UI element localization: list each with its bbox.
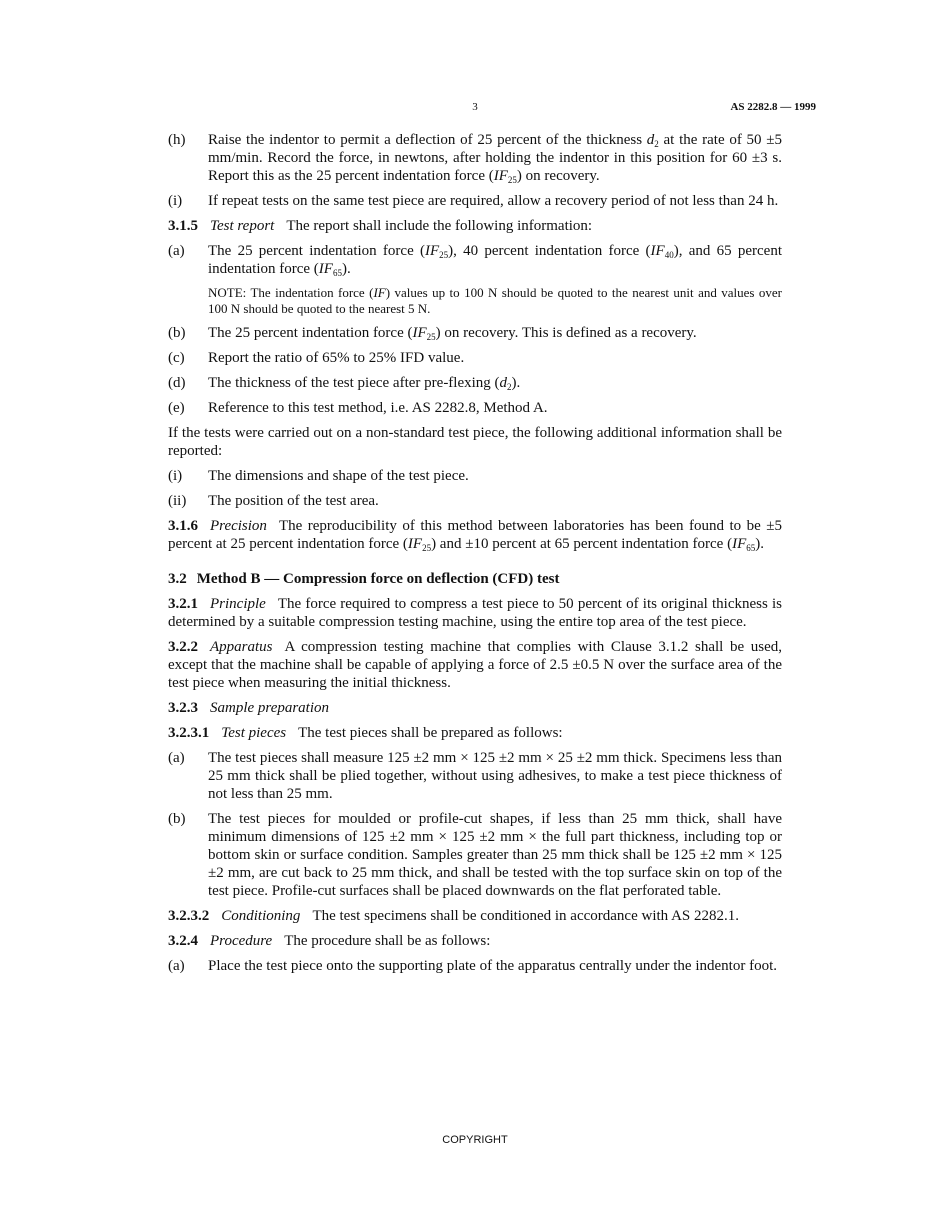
item-text: The position of the test area. <box>208 493 379 509</box>
non-standard-paragraph: If the tests were carried out on a non-standard test piece, the following additional information shall be reported: <box>168 425 782 459</box>
item-text: The thickness of the test piece after pre-flexing $(d_2)$. <box>208 375 521 392</box>
clause-3-1-6: 3.1.6 Precision The reproducibility of this method between laboratories has been found to be ±5 percent at 25 percent indentation force $(IF_{25})$ and ±10 percent at 65 percent indentation force $(IF_{65})$. <box>168 518 782 553</box>
item-text: Place the test piece onto the supporting plate of the apparatus centrally under the indentor foot. <box>208 958 777 974</box>
item-text: If repeat tests on the same test piece are required, allow a recovery period of not less than 24 h. <box>208 193 779 209</box>
clause-3-2-3: 3.2.3 Sample preparation <box>168 700 330 716</box>
document-body <box>168 131 782 982</box>
additional-item-ii <box>168 492 782 510</box>
test-piece-item-b <box>168 810 782 900</box>
clause-3-2-1: 3.2.1 Principle The force required to compress a test piece to 50 percent of its original thickness is determined by a suitable compression testing machine, using the entire top area of the test piece. <box>168 596 782 630</box>
report-item-b <box>168 324 782 342</box>
item-text: Raise the indentor to permit a deflection of 25 percent of the thickness $d_2$ at the rate of 50 ±5 mm/min. Record the force, in newtons, after holding the indentor in this position for 60 ±3 s. Report this as the 25 percent indentation force $(IF_{25})$ on recovery. <box>208 132 782 185</box>
item-label: (i) <box>168 193 183 209</box>
clause-3-2-3-1: 3.2.3.1 Test pieces The test pieces shall be prepared as follows: <box>168 725 563 741</box>
clause-3-2-4: 3.2.4 Procedure The procedure shall be as follows: <box>168 933 491 949</box>
section-heading-3-2: 3.2 Method B — Compression force on deflection (CFD) test <box>168 571 560 587</box>
standard-id: AS 2282.8 — 1999 <box>730 101 816 113</box>
item-text: Report the ratio of 65% to 25% IFD value. <box>208 350 465 366</box>
clause-3-2-2: 3.2.2 Apparatus A compression testing machine that complies with Clause 3.1.2 shall be used, except that the machine shall be capable of applying a force of 2.5 ±0.5 N over the surface area of the test piece when measuring the initial thickness. <box>168 639 782 691</box>
item-label: (a) <box>168 750 185 766</box>
item-text: The 25 percent indentation force $(IF_{25})$, 40 percent indentation force $(IF_{40})$, and 65 percent indentation force $(IF_{65})$. <box>208 243 782 278</box>
list-item-i <box>168 192 782 210</box>
additional-item-i <box>168 467 782 485</box>
procedure-item-a <box>168 957 782 975</box>
item-label: (c) <box>168 350 185 366</box>
list-item-h <box>168 131 782 185</box>
item-text: The dimensions and shape of the test piece. <box>208 468 469 484</box>
item-label: (e) <box>168 400 185 416</box>
clause-3-1-5: 3.1.5 Test report The report shall include the following information: <box>168 218 593 234</box>
item-label: (ii) <box>168 493 187 509</box>
report-item-d <box>168 374 782 392</box>
item-text: The test pieces shall measure 125 ±2 mm × 125 ±2 mm × 25 ±2 mm thick. Specimens less than 25 mm thick shall be plied together, without using adhesives, to make a test piece thickness of not less than 25 mm. <box>208 750 782 802</box>
page-number: 3 <box>472 101 478 113</box>
item-text: Reference to this test method, i.e. AS 2282.8, Method A. <box>208 400 548 416</box>
item-label: (a) <box>168 958 185 974</box>
item-label: (i) <box>168 468 183 484</box>
item-label: (d) <box>168 375 186 391</box>
report-item-a <box>168 242 782 278</box>
item-text: The 25 percent indentation force $(IF_{25})$ on recovery. This is defined as a recovery. <box>208 325 697 342</box>
item-label: (h) <box>168 132 186 148</box>
note: NOTE: The indentation force (IF) values up to 100 N should be quoted to the nearest unit and values over 100 N should be quoted to the nearest 5 N. <box>208 285 782 316</box>
item-text: The test pieces for moulded or profile-cut shapes, if less than 25 mm thick, shall have minimum dimensions of 125 ±2 mm × 125 ±2 mm × the full part thickness, including top or bottom skin or surface condition. Samples greater than 25 mm thick shall be 125 ±2 mm × 125 ±2 mm, are cut back to 25 mm thick, and shall be tested with the top surface skin on top of the test piece. Profile-cut surfaces shall be placed downwards on the flat perforated table. <box>208 811 782 899</box>
item-label: (b) <box>168 811 186 827</box>
clause-3-2-3-2: 3.2.3.2 Conditioning The test specimens shall be conditioned in accordance with AS 2282.1. <box>168 908 739 924</box>
copyright-footer: COPYRIGHT <box>442 1134 508 1146</box>
item-label: (b) <box>168 325 186 341</box>
report-item-c <box>168 349 782 367</box>
item-label: (a) <box>168 243 185 259</box>
report-item-e <box>168 399 782 417</box>
test-piece-item-a <box>168 749 782 803</box>
